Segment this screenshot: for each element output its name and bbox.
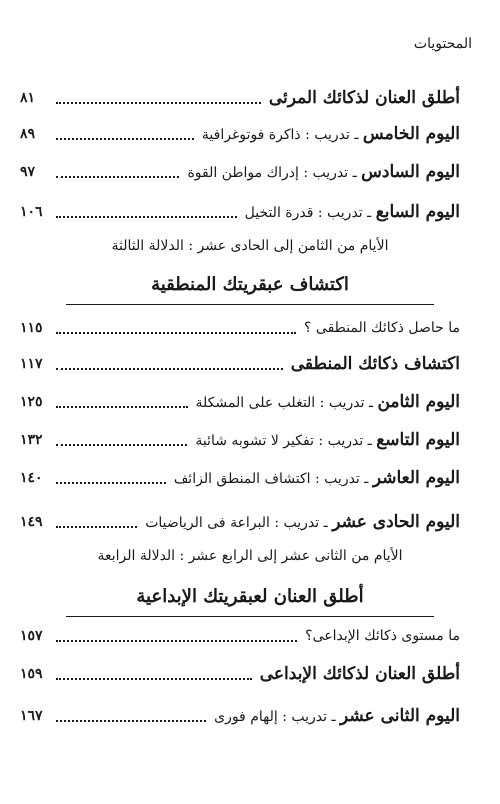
dot-leader: [56, 640, 297, 642]
entry-title: اكتشاف ذكائك المنطقى: [290, 354, 460, 374]
dot-leader: [56, 444, 187, 446]
toc-entry[interactable]: [20, 388, 460, 416]
toc-entry[interactable]: [20, 198, 460, 226]
page-number: ١٠٦: [20, 204, 43, 220]
entry-title: اليوم الحادى عشر ـ تدريب : البراعة فى الرياضيات: [145, 512, 460, 532]
entry-title: اليوم السادس ـ تدريب : إدراك مواطن القوة: [187, 162, 460, 182]
entry-title: اليوم السابع ـ تدريب : قدرة التخيل: [244, 202, 460, 222]
entry-title: أطلق العنان لذكائك الإبداعى: [259, 664, 460, 684]
page-number: ٨٩: [20, 126, 36, 142]
running-head: المحتويات: [413, 36, 472, 52]
page-number: ٩٧: [20, 164, 36, 180]
page-number: ١٣٢: [20, 432, 43, 448]
page-number: ١١٧: [20, 356, 43, 372]
days-note: الأيام من الثانى عشر إلى الرابع عشر : الدلالة الرابعة: [97, 548, 403, 564]
section-heading: أطلق العنان لعبقريتك الإبداعية: [136, 586, 364, 607]
toc-entry[interactable]: [20, 622, 460, 650]
page-number: ١٦٧: [20, 708, 43, 724]
page-number: ١٢٥: [20, 394, 43, 410]
dot-leader: [56, 368, 283, 370]
page-number: ١٥٧: [20, 628, 43, 644]
entry-title: ما حاصل ذكائك المنطقى ؟: [304, 320, 460, 336]
dot-leader: [56, 406, 188, 408]
toc-entry[interactable]: [20, 702, 460, 730]
toc-entry[interactable]: [20, 84, 460, 112]
page-number: ١٥٩: [20, 666, 43, 682]
toc-entry[interactable]: [20, 314, 460, 342]
entry-title: اليوم الثامن ـ تدريب : التغلب على المشكلة: [195, 392, 460, 412]
dot-leader: [56, 482, 166, 484]
page-number: ٨١: [20, 90, 36, 106]
section-heading: اكتشاف عبقريتك المنطقية: [151, 274, 349, 295]
page-number: ١١٥: [20, 320, 43, 336]
dot-leader: [56, 176, 179, 178]
page-number: ١٤٠: [20, 470, 43, 486]
toc-entry[interactable]: [20, 464, 460, 492]
entry-title: اليوم الثانى عشر ـ تدريب : إلهام فورى: [214, 706, 460, 726]
dot-leader: [56, 138, 194, 140]
entry-title: اليوم الخامس ـ تدريب : ذاكرة فوتوغرافية: [201, 124, 460, 144]
page-number: ١٤٩: [20, 514, 43, 530]
dot-leader: [56, 216, 237, 218]
entry-title: ما مستوى ذكائك الإبداعى؟: [305, 628, 460, 644]
entry-title: أطلق العنان لذكائك المرئى: [268, 88, 460, 108]
toc-entry[interactable]: [20, 508, 460, 536]
dot-leader: [56, 526, 137, 528]
dot-leader: [56, 332, 296, 334]
section-rule: [66, 616, 434, 617]
toc-entry[interactable]: [20, 350, 460, 378]
toc-entry[interactable]: [20, 158, 460, 186]
toc-entry[interactable]: [20, 120, 460, 148]
toc-entry[interactable]: [20, 426, 460, 454]
dot-leader: [56, 720, 206, 722]
section-rule: [66, 304, 434, 305]
dot-leader: [56, 678, 252, 680]
dot-leader: [56, 102, 261, 104]
days-note: الأيام من الثامن إلى الحادى عشر : الدلالة الثالثة: [111, 238, 389, 254]
entry-title: اليوم التاسع ـ تدريب : تفكير لا تشوبه شائبة: [195, 430, 460, 450]
entry-title: اليوم العاشر ـ تدريب : اكتشاف المنطق الزائف: [173, 468, 460, 488]
toc-entry[interactable]: [20, 660, 460, 688]
